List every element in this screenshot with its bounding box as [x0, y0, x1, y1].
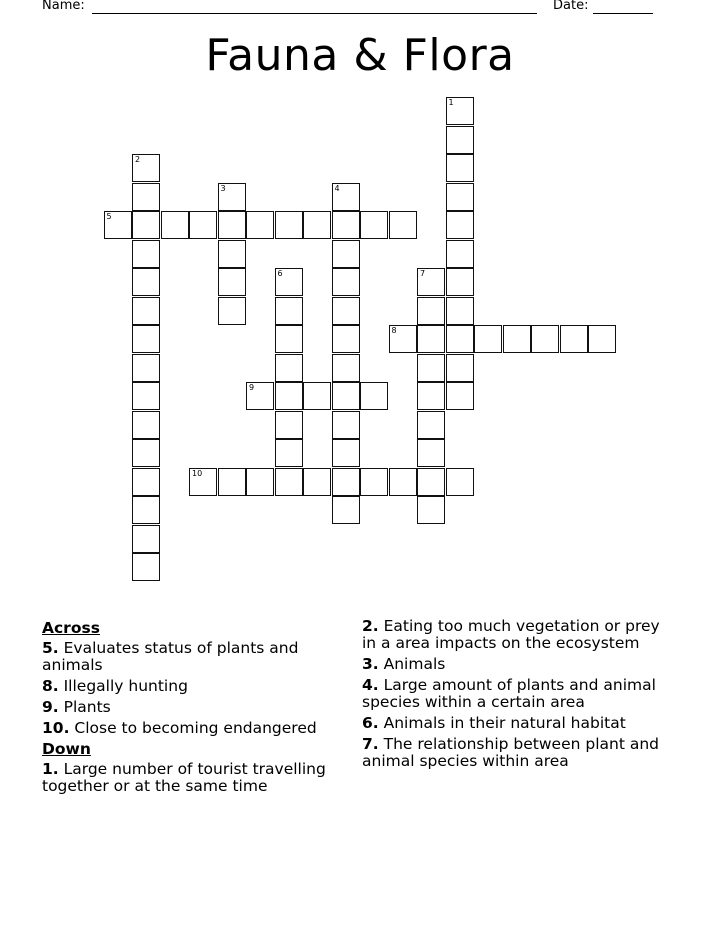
grid-cell[interactable] [446, 97, 474, 125]
grid-cell[interactable] [275, 439, 303, 467]
grid-cell[interactable] [332, 240, 360, 268]
grid-cell[interactable] [132, 382, 160, 410]
grid-cell[interactable] [132, 325, 160, 353]
clue-text: The relationship between plant and animal species within area [362, 735, 659, 770]
clue-text: Plants [58, 698, 111, 716]
grid-cell[interactable] [417, 411, 445, 439]
grid-cell[interactable] [275, 382, 303, 410]
grid-cell[interactable] [503, 325, 531, 353]
clues-right-column [362, 618, 672, 774]
clue-item [362, 656, 672, 673]
grid-cell[interactable] [332, 382, 360, 410]
grid-cell[interactable] [132, 525, 160, 553]
clue-item [362, 715, 672, 732]
grid-cell[interactable] [132, 297, 160, 325]
grid-cell[interactable] [189, 468, 217, 496]
grid-cell[interactable] [218, 240, 246, 268]
grid-cell[interactable] [132, 240, 160, 268]
grid-cell[interactable] [161, 211, 189, 239]
grid-cell[interactable] [417, 468, 445, 496]
name-label: Name: [42, 0, 85, 13]
grid-cell[interactable] [446, 468, 474, 496]
grid-cell[interactable] [275, 468, 303, 496]
grid-cell[interactable] [389, 468, 417, 496]
grid-cell[interactable] [132, 183, 160, 211]
grid-cell[interactable] [446, 240, 474, 268]
clue-text: Animals in their natural habitat [378, 714, 626, 732]
clue-number-label: 10. [42, 719, 70, 737]
clue-number: 5 [106, 212, 112, 221]
grid-cell[interactable] [218, 468, 246, 496]
grid-cell[interactable] [446, 268, 474, 296]
grid-cell[interactable] [132, 411, 160, 439]
grid-cell[interactable] [132, 154, 160, 182]
grid-cell[interactable] [446, 297, 474, 325]
clue-number: 10 [192, 468, 203, 478]
grid-cell[interactable] [332, 211, 360, 239]
date-label: Date: [553, 0, 589, 13]
grid-cell[interactable] [446, 154, 474, 182]
grid-cell[interactable] [417, 268, 445, 296]
clue-number: 4 [334, 183, 340, 193]
grid-cell[interactable] [417, 325, 445, 353]
grid-cell[interactable] [132, 553, 160, 581]
grid-cell[interactable] [246, 382, 274, 410]
grid-cell[interactable] [275, 297, 303, 325]
clue-text: Large amount of plants and animal species within a certain area [362, 676, 656, 711]
grid-cell[interactable] [332, 496, 360, 524]
grid-cell[interactable] [332, 354, 360, 382]
clue-text: Close to becoming endangered [69, 719, 317, 737]
clue-item [42, 678, 347, 695]
clue-item [42, 699, 347, 716]
clue-number: 1 [448, 98, 454, 107]
grid-cell[interactable] [446, 382, 474, 410]
grid-cell[interactable] [332, 439, 360, 467]
clue-text: Evaluates status of plants and animals [42, 639, 299, 674]
grid-cell[interactable] [132, 354, 160, 382]
grid-cell[interactable] [275, 411, 303, 439]
clues-left-column [42, 618, 347, 799]
clue-item [42, 761, 347, 795]
grid-cell[interactable] [303, 211, 331, 239]
grid-cell[interactable] [275, 211, 303, 239]
grid-cell[interactable] [588, 325, 616, 353]
grid-cell[interactable] [417, 354, 445, 382]
clue-number: 7 [420, 269, 426, 278]
clue-number-label: 2. [362, 617, 379, 635]
clue-item [362, 736, 672, 770]
grid-cell[interactable] [332, 268, 360, 296]
grid-cell[interactable] [332, 325, 360, 353]
grid-cell[interactable] [360, 382, 388, 410]
grid-cell[interactable] [246, 211, 274, 239]
grid-cell[interactable] [303, 468, 331, 496]
grid-cell[interactable] [275, 268, 303, 296]
clue-number-label: 9. [42, 698, 59, 716]
clue-number-label: 4. [362, 676, 379, 694]
grid-cell[interactable] [275, 354, 303, 382]
across-heading: Across [42, 619, 100, 637]
clue-item [42, 720, 347, 737]
grid-cell[interactable] [132, 211, 160, 239]
grid-cell[interactable] [189, 211, 217, 239]
grid-cell[interactable] [531, 325, 559, 353]
clue-text: Illegally hunting [58, 677, 188, 695]
grid-cell[interactable] [446, 183, 474, 211]
grid-cell[interactable] [218, 183, 246, 211]
grid-cell[interactable] [474, 325, 502, 353]
grid-cell[interactable] [417, 496, 445, 524]
clue-number: 2 [135, 155, 141, 164]
clue-number-label: 6. [362, 714, 379, 732]
clue-text: Animals [378, 655, 446, 673]
grid-cell[interactable] [332, 468, 360, 496]
grid-cell[interactable] [218, 268, 246, 296]
grid-cell[interactable] [132, 468, 160, 496]
grid-cell[interactable] [246, 468, 274, 496]
grid-cell[interactable] [360, 468, 388, 496]
grid-cell[interactable] [332, 183, 360, 211]
clue-number-label: 5. [42, 639, 59, 657]
grid-cell[interactable] [446, 211, 474, 239]
clue-number: 9 [249, 383, 255, 392]
grid-cell[interactable] [446, 354, 474, 382]
clue-number-label: 8. [42, 677, 59, 695]
grid-cell[interactable] [303, 382, 331, 410]
clue-item [42, 640, 347, 674]
clue-number-label: 7. [362, 735, 379, 753]
grid-cell[interactable] [389, 325, 417, 353]
grid-cell[interactable] [389, 211, 417, 239]
clue-number: 3 [220, 183, 226, 193]
grid-cell[interactable] [218, 211, 246, 239]
clue-number-label: 1. [42, 760, 59, 778]
clue-text: Large number of tourist travelling together or at the same time [42, 760, 326, 795]
grid-cell[interactable] [417, 439, 445, 467]
grid-cell[interactable] [417, 297, 445, 325]
clue-text: Eating too much vegetation or prey in a area impacts on the ecosystem [362, 617, 660, 652]
grid-cell[interactable] [360, 211, 388, 239]
grid-cell[interactable] [132, 268, 160, 296]
grid-cell[interactable] [332, 411, 360, 439]
grid-cell[interactable] [132, 439, 160, 467]
grid-cell[interactable] [104, 211, 132, 239]
down-heading: Down [42, 740, 91, 758]
grid-cell[interactable] [275, 325, 303, 353]
clue-number-label: 3. [362, 655, 379, 673]
clue-item [362, 677, 672, 711]
grid-cell[interactable] [218, 297, 246, 325]
grid-cell[interactable] [446, 325, 474, 353]
clue-item [362, 618, 672, 652]
grid-cell[interactable] [332, 297, 360, 325]
clue-number: 8 [391, 326, 397, 335]
grid-cell[interactable] [132, 496, 160, 524]
page-title: Fauna & Flora [205, 30, 515, 81]
clue-number: 6 [277, 269, 283, 278]
grid-cell[interactable] [417, 382, 445, 410]
grid-cell[interactable] [446, 126, 474, 154]
grid-cell[interactable] [560, 325, 588, 353]
